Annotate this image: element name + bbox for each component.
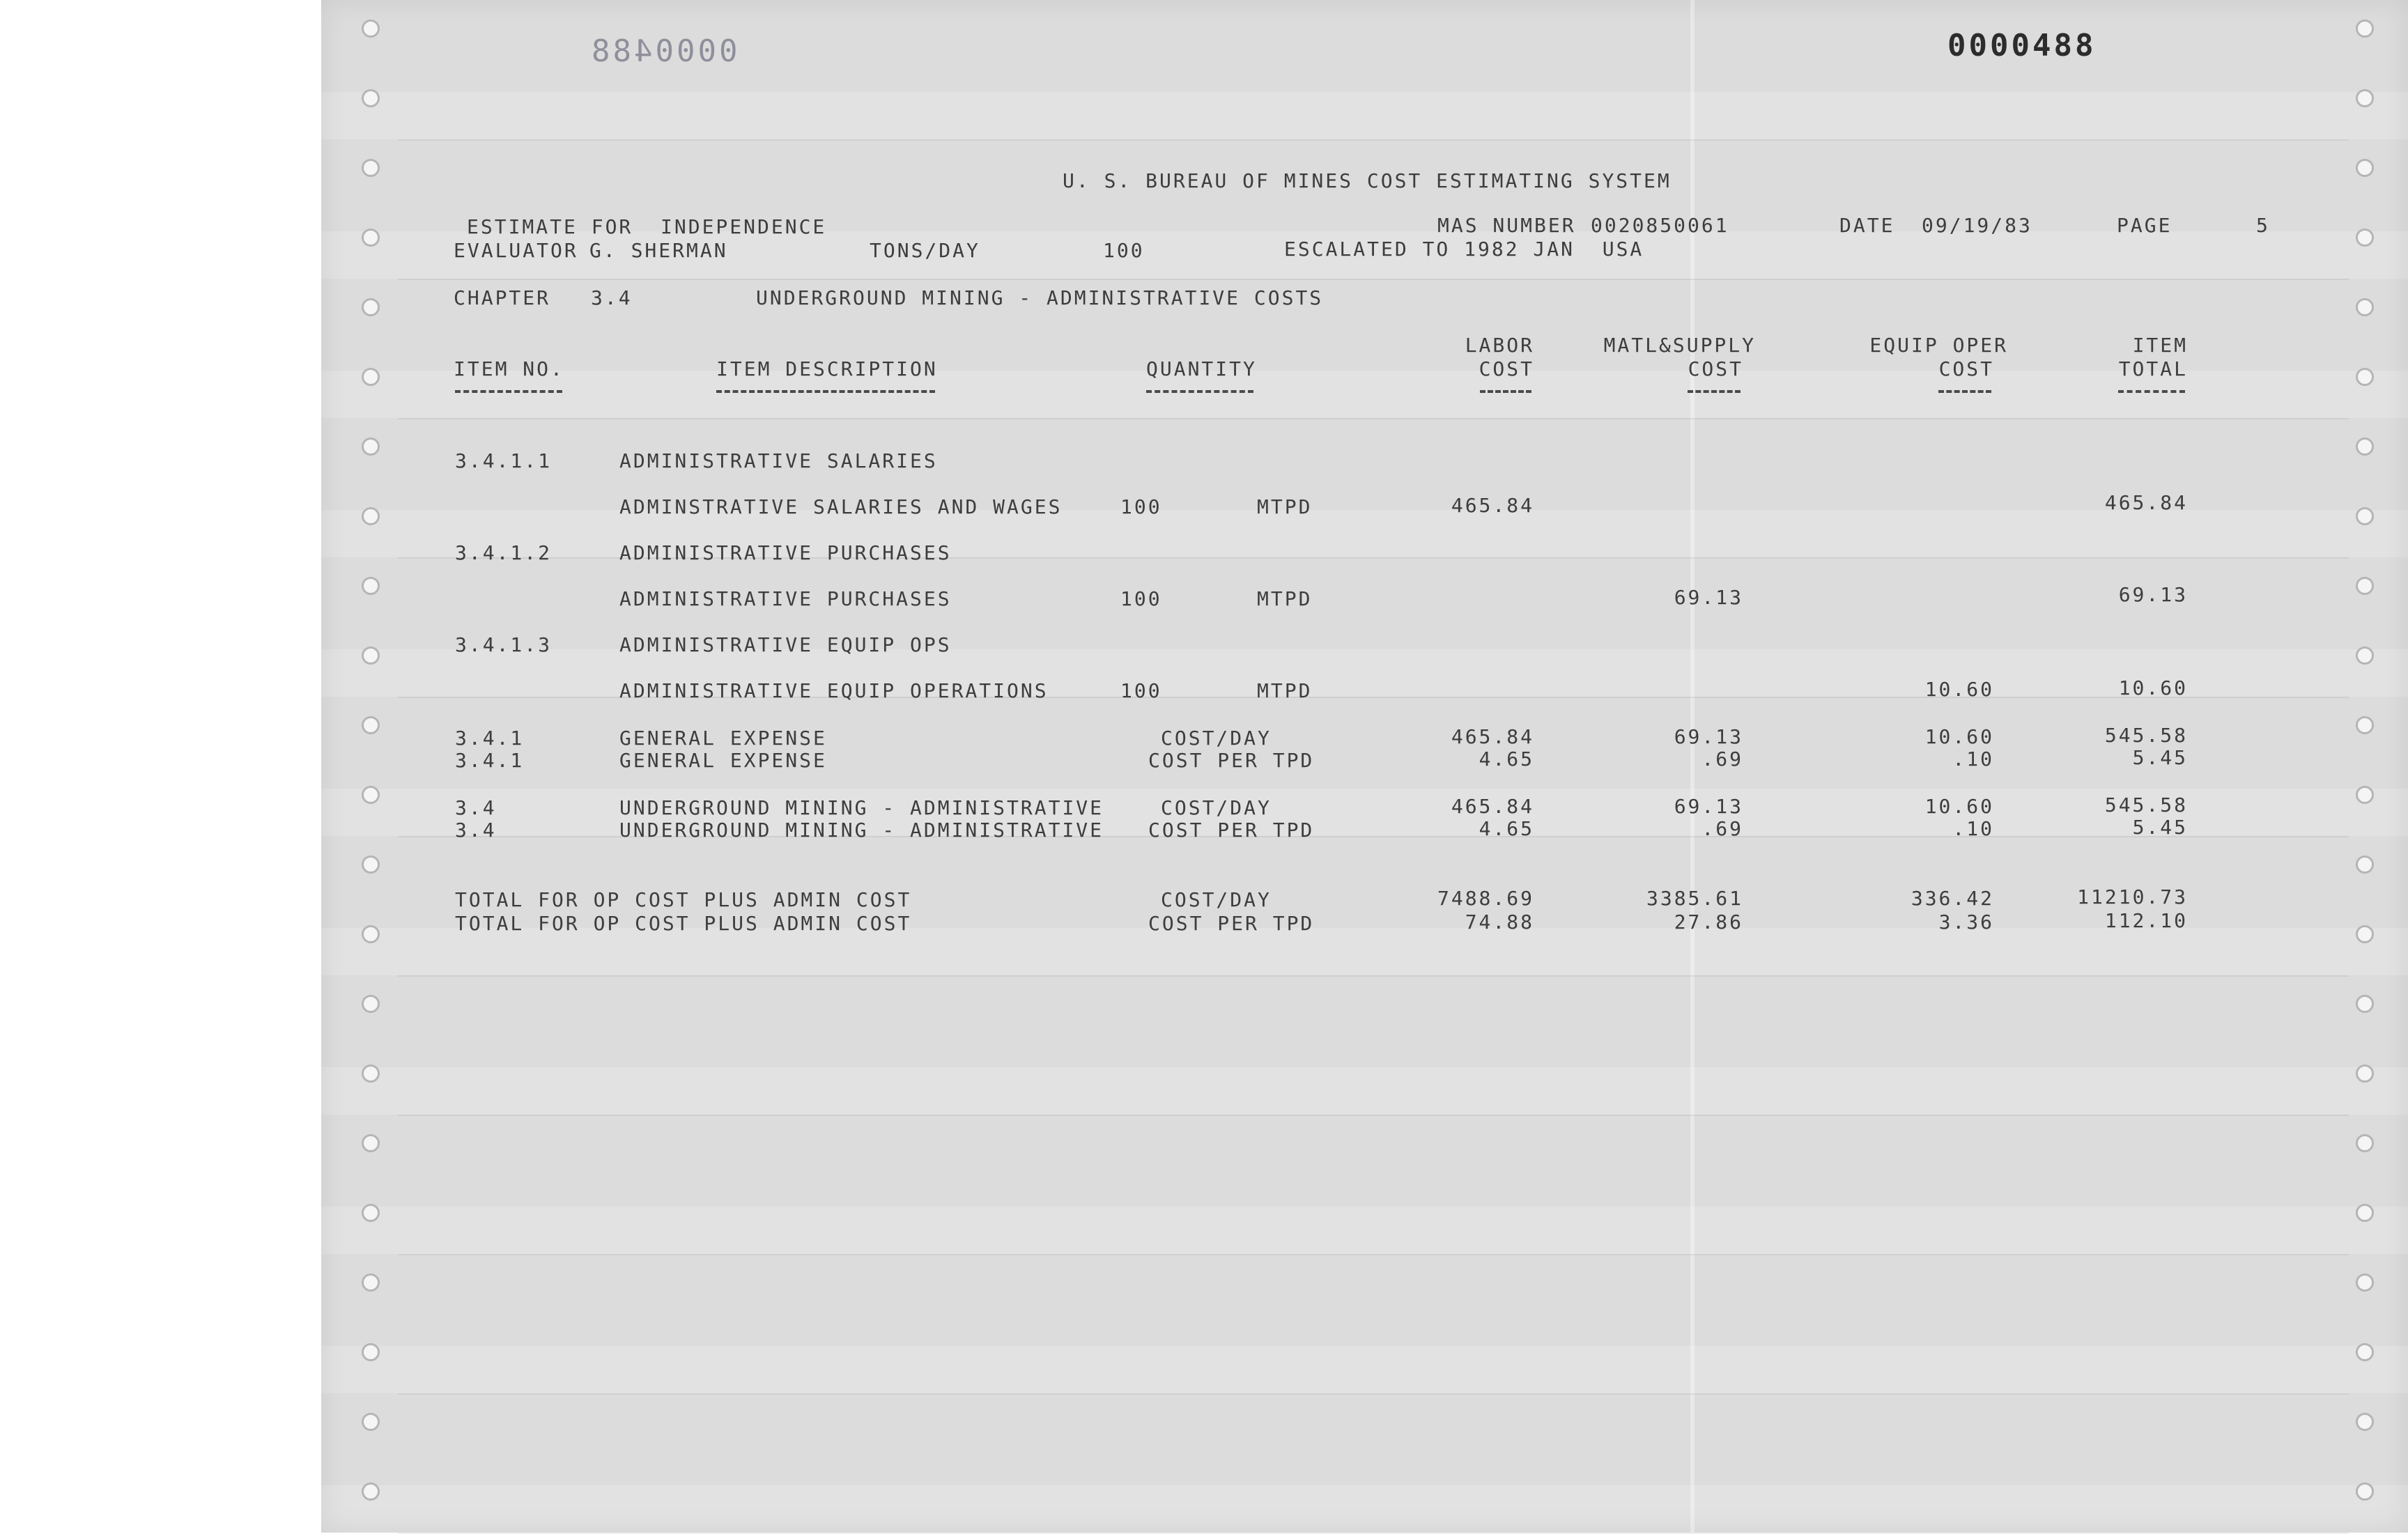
- feed-hole: [362, 1064, 380, 1083]
- cell-total: 11210.73: [2077, 885, 2188, 908]
- date-value: 09/19/83: [1922, 214, 2032, 237]
- cell-unit: MTPD: [1257, 495, 1313, 518]
- cell-total: 69.13: [2118, 583, 2188, 606]
- underline-item-desc: [716, 387, 935, 393]
- col-labor-2: COST: [1479, 357, 1534, 380]
- feed-hole: [2356, 1343, 2374, 1361]
- feed-hole: [2356, 1204, 2374, 1222]
- cell-labor: 4.65: [1479, 817, 1534, 840]
- cell-labor: 4.65: [1479, 747, 1534, 770]
- form-rule-line: [398, 1115, 2349, 1116]
- col-matl-2: COST: [1688, 357, 1743, 380]
- cell-quantity: 100: [1120, 495, 1162, 518]
- feed-hole: [362, 1482, 380, 1501]
- feed-hole: [2356, 716, 2374, 734]
- estimate-label: ESTIMATE FOR: [467, 215, 633, 238]
- feed-hole: [2356, 786, 2374, 804]
- cell-item-no: 3.4.1: [455, 727, 525, 750]
- cell-total: 5.45: [2132, 746, 2188, 769]
- feed-hole: [2356, 159, 2374, 177]
- cell-description: TOTAL FOR OP COST PLUS ADMIN COST: [455, 888, 912, 911]
- form-rule-line: [398, 1393, 2349, 1395]
- feed-hole: [362, 368, 380, 386]
- feed-hole: [2356, 1064, 2374, 1083]
- feed-hole: [362, 1204, 380, 1222]
- feed-hole: [2356, 925, 2374, 943]
- cell-unit: MTPD: [1257, 587, 1313, 610]
- form-rule-line: [398, 975, 2349, 977]
- cell-matl: 27.86: [1674, 911, 1743, 933]
- cell-labor: 74.88: [1465, 911, 1534, 933]
- cell-unit: COST/DAY: [1161, 888, 1272, 911]
- feed-hole: [362, 1413, 380, 1431]
- form-rule-line: [398, 418, 2349, 419]
- cell-matl: 69.13: [1674, 725, 1743, 748]
- feed-hole: [362, 89, 380, 107]
- cell-unit: COST PER TPD: [1148, 912, 1315, 935]
- tons-label: TONS/DAY: [870, 239, 980, 262]
- cell-item-no: 3.4: [455, 819, 497, 842]
- chapter-title: UNDERGROUND MINING - ADMINISTRATIVE COSTS: [756, 286, 1324, 309]
- cell-total: 5.45: [2132, 816, 2188, 839]
- cell-matl: 69.13: [1674, 795, 1743, 818]
- cell-description: ADMINSTRATIVE SALARIES AND WAGES: [619, 495, 1063, 518]
- col-equip-2: COST: [1938, 357, 1994, 380]
- cell-item-no: 3.4: [455, 796, 497, 819]
- cell-matl: .69: [1701, 747, 1743, 770]
- feed-hole: [362, 577, 380, 595]
- feed-hole: [2356, 228, 2374, 247]
- col-matl-1: MATL&SUPPLY: [1603, 334, 1756, 357]
- feed-hole: [362, 437, 380, 456]
- feed-hole: [2356, 1273, 2374, 1292]
- cell-total: 545.58: [2104, 793, 2188, 816]
- cell-matl: 69.13: [1674, 586, 1743, 609]
- feed-hole: [2356, 1482, 2374, 1501]
- feed-hole: [2356, 995, 2374, 1013]
- cell-labor: 465.84: [1451, 725, 1534, 748]
- cell-description: TOTAL FOR OP COST PLUS ADMIN COST: [455, 912, 912, 935]
- cell-quantity: 100: [1120, 679, 1162, 702]
- cell-labor: 7488.69: [1437, 887, 1534, 910]
- underline-item-no: [455, 387, 562, 393]
- report-title: U. S. BUREAU OF MINES COST ESTIMATING SYSTEM: [1063, 169, 1672, 192]
- form-rule-line: [398, 139, 2349, 141]
- cell-labor: 465.84: [1451, 494, 1534, 517]
- form-rule-line: [398, 279, 2349, 280]
- col-labor-1: LABOR: [1465, 334, 1534, 357]
- cell-unit: COST PER TPD: [1148, 819, 1315, 842]
- feed-hole: [362, 1273, 380, 1292]
- feed-hole: [362, 298, 380, 316]
- underline-equip: [1938, 387, 1991, 393]
- underline-quantity: [1146, 387, 1253, 393]
- feed-hole: [362, 925, 380, 943]
- cell-description: UNDERGROUND MINING - ADMINISTRATIVE: [619, 796, 1104, 819]
- cell-labor: 465.84: [1451, 795, 1534, 818]
- feed-hole: [362, 1134, 380, 1152]
- chapter-number: 3.4: [591, 286, 633, 309]
- estimate-value: INDEPENDENCE: [661, 215, 827, 238]
- cell-description: ADMINISTRATIVE EQUIP OPERATIONS: [619, 679, 1049, 702]
- feed-hole: [362, 20, 380, 38]
- cell-unit: MTPD: [1257, 679, 1313, 702]
- feed-hole: [362, 995, 380, 1013]
- cell-equip: 10.60: [1924, 795, 1994, 818]
- underline-labor: [1480, 387, 1531, 393]
- escalated-note: ESCALATED TO 1982 JAN USA: [1284, 238, 1644, 261]
- chapter-label: CHAPTER: [454, 286, 551, 309]
- page-label: PAGE: [2117, 214, 2172, 237]
- stamp-number: 0000488: [1947, 28, 2097, 63]
- cell-equip: .10: [1952, 817, 1994, 840]
- cell-matl: .69: [1701, 817, 1743, 840]
- feed-hole: [2356, 89, 2374, 107]
- tons-value: 100: [1103, 239, 1145, 262]
- cell-description: ADMINISTRATIVE SALARIES: [619, 449, 938, 472]
- date-label: DATE: [1839, 214, 1895, 237]
- cell-equip: 10.60: [1924, 725, 1994, 748]
- col-item-desc: ITEM DESCRIPTION: [716, 357, 938, 380]
- cell-description: ADMINISTRATIVE PURCHASES: [619, 587, 952, 610]
- col-total-2: TOTAL: [2118, 357, 2188, 380]
- mas-value: 0020850061: [1591, 214, 1729, 237]
- feed-hole: [2356, 368, 2374, 386]
- cell-item-no: 3.4.1.1: [455, 449, 553, 472]
- col-total-1: ITEM: [2132, 334, 2188, 357]
- cell-equip: 3.36: [1938, 911, 1994, 933]
- feed-hole: [362, 1343, 380, 1361]
- feed-hole: [362, 716, 380, 734]
- cell-equip: .10: [1952, 747, 1994, 770]
- cell-description: UNDERGROUND MINING - ADMINISTRATIVE: [619, 819, 1104, 842]
- col-quantity: QUANTITY: [1146, 357, 1257, 380]
- feed-hole: [2356, 437, 2374, 456]
- underline-matl: [1688, 387, 1741, 393]
- feed-hole: [362, 159, 380, 177]
- feed-hole: [2356, 507, 2374, 525]
- underline-total: [2118, 387, 2185, 393]
- feed-hole: [362, 786, 380, 804]
- cell-total: 10.60: [2118, 676, 2188, 699]
- cell-equip: 336.42: [1911, 887, 1994, 910]
- col-item-no: ITEM NO.: [454, 357, 564, 380]
- cell-item-no: 3.4.1.2: [455, 541, 553, 564]
- cell-matl: 3385.61: [1646, 887, 1743, 910]
- feed-hole: [2356, 577, 2374, 595]
- cell-total: 545.58: [2104, 724, 2188, 747]
- cell-description: ADMINISTRATIVE PURCHASES: [619, 541, 952, 564]
- cell-equip: 10.60: [1924, 678, 1994, 701]
- feed-hole: [2356, 298, 2374, 316]
- cell-quantity: 100: [1120, 587, 1162, 610]
- cell-unit: COST PER TPD: [1148, 749, 1315, 772]
- form-rule-line: [398, 1254, 2349, 1255]
- feed-hole: [2356, 855, 2374, 874]
- feed-hole: [2356, 1413, 2374, 1431]
- cell-item-no: 3.4.1: [455, 749, 525, 772]
- feed-hole: [2356, 1134, 2374, 1152]
- feed-hole: [2356, 20, 2374, 38]
- feed-hole: [362, 507, 380, 525]
- cell-item-no: 3.4.1.3: [455, 633, 553, 656]
- cell-total: 112.10: [2104, 909, 2188, 932]
- cell-description: ADMINISTRATIVE EQUIP OPS: [619, 633, 952, 656]
- feed-hole: [2356, 646, 2374, 665]
- feed-hole: [362, 228, 380, 247]
- mas-label: MAS NUMBER: [1437, 214, 1576, 237]
- stamp-mirrored: 0000488: [589, 33, 738, 69]
- evaluator-value: G. SHERMAN: [589, 239, 728, 262]
- evaluator-label: EVALUATOR: [454, 239, 578, 262]
- feed-hole: [362, 646, 380, 665]
- cell-total: 465.84: [2104, 491, 2188, 514]
- feed-hole: [362, 855, 380, 874]
- cell-unit: COST/DAY: [1161, 796, 1272, 819]
- cell-description: GENERAL EXPENSE: [619, 749, 827, 772]
- col-equip-1: EQUIP OPER: [1869, 334, 2008, 357]
- cell-description: GENERAL EXPENSE: [619, 727, 827, 750]
- cell-unit: COST/DAY: [1161, 727, 1272, 750]
- page-number: 5: [2256, 214, 2270, 237]
